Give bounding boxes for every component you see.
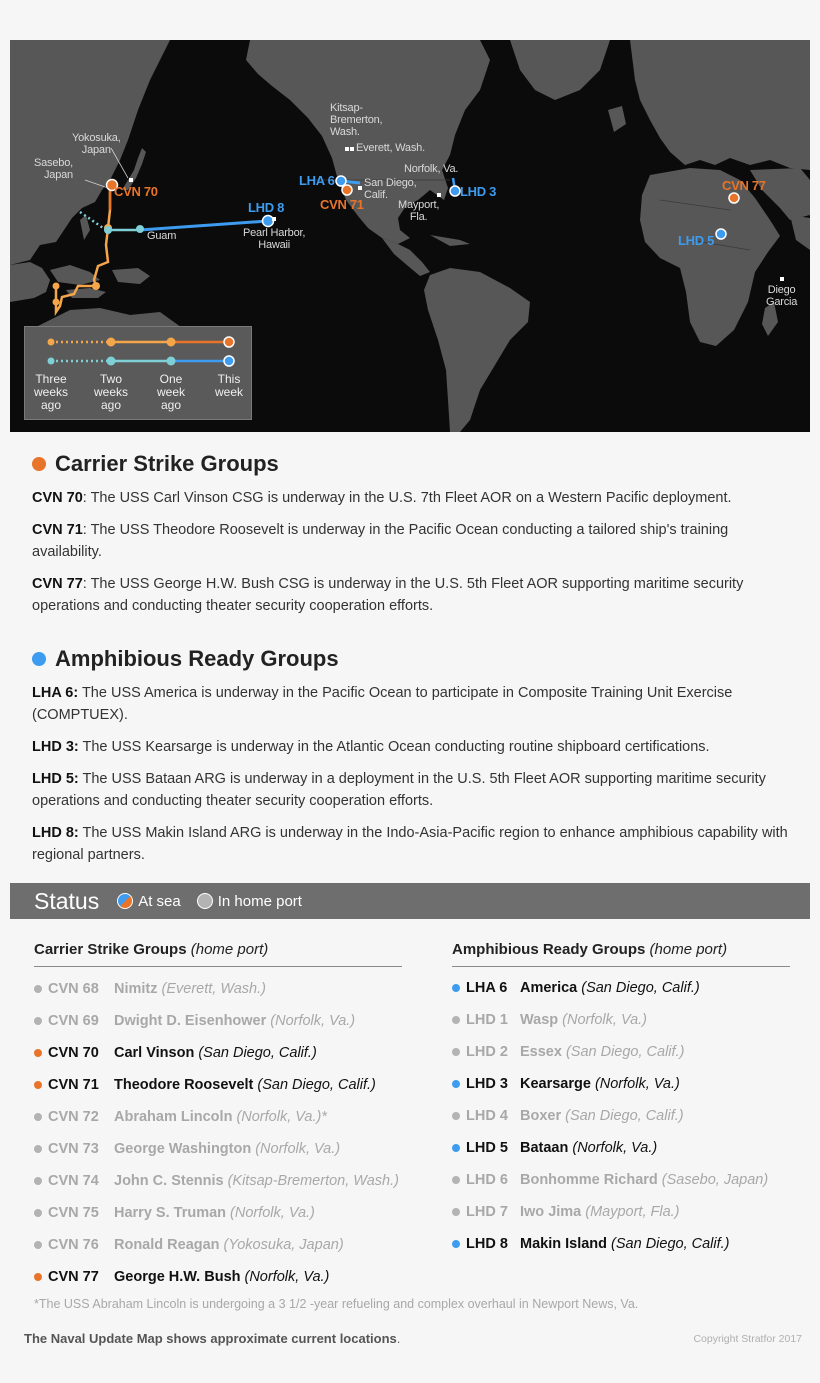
status-dot-icon xyxy=(452,984,460,992)
hull-number: CVN 73 xyxy=(48,1141,99,1157)
at-sea-icon xyxy=(117,893,133,909)
hull-number: LHD 1 xyxy=(466,1012,508,1028)
place-diego-garcia: Diego Garcia xyxy=(766,284,798,308)
hull-number: CVN 75 xyxy=(48,1205,99,1221)
amphib-row xyxy=(452,1075,680,1093)
status-dot-icon xyxy=(34,1049,42,1057)
in-port-icon xyxy=(197,893,213,909)
carrier-column-header: Carrier Strike Groups (home port) xyxy=(34,941,402,967)
blue-dot-icon xyxy=(32,652,46,666)
home-port: (San Diego, Calif.) xyxy=(198,1045,317,1061)
amphib-row xyxy=(452,1139,657,1157)
home-port: (Norfolk, Va.) xyxy=(562,1012,648,1028)
carrier-row xyxy=(34,1108,327,1126)
ship-name: Dwight D. Eisenhower xyxy=(114,1013,267,1029)
hull-number: LHD 5 xyxy=(466,1140,508,1156)
home-port: (Kitsap-Bremerton, Wash.) xyxy=(227,1173,399,1189)
status-bar xyxy=(10,883,810,919)
carrier-row xyxy=(34,1076,376,1094)
home-port: (Norfolk, Va.) xyxy=(594,1076,680,1092)
hull-number: CVN 68 xyxy=(48,981,99,997)
hull-number: LHD 8 xyxy=(466,1236,508,1252)
ship-name: George Washington xyxy=(114,1141,252,1157)
home-port: (San Diego, Calif.) xyxy=(581,980,700,996)
amphib-row xyxy=(452,1203,680,1221)
place-san-diego: San Diego, Calif. xyxy=(364,177,417,201)
home-port: (Everett, Wash.) xyxy=(161,981,266,997)
ship-name: John C. Stennis xyxy=(114,1173,224,1189)
status-title: Status xyxy=(34,887,100,914)
ship-name: Essex xyxy=(520,1044,562,1060)
status-dot-icon xyxy=(34,1209,42,1217)
naval-map xyxy=(10,40,810,432)
hull-number: CVN 71 xyxy=(48,1077,99,1093)
amphib-column-header: Amphibious Ready Groups (home port) xyxy=(452,941,790,967)
home-port: (Norfolk, Va.) xyxy=(572,1140,658,1156)
hull-number: LHD 6 xyxy=(466,1172,508,1188)
hull-number: CVN 76 xyxy=(48,1237,99,1253)
carrier-row xyxy=(34,1268,329,1286)
carrier-row xyxy=(34,1044,317,1062)
ship-name: America xyxy=(520,980,578,996)
label-cvn71: CVN 71 xyxy=(320,197,364,212)
lhd3-description: LHD 3: The USS Kearsarge is underway in the Atlantic Ocean conducting routine shipboard certifications. xyxy=(32,739,710,755)
legend-one-week: One week ago xyxy=(156,372,185,412)
amphib-row xyxy=(452,1043,684,1061)
place-pearl-harbor: Pearl Harbor, Hawaii xyxy=(243,227,306,251)
status-dot-icon xyxy=(34,1241,42,1249)
ship-name: Iwo Jima xyxy=(520,1204,582,1220)
home-port: (San Diego, Calif.) xyxy=(611,1236,730,1252)
lhd8-current-point xyxy=(263,216,274,227)
hull-number: CVN 77 xyxy=(48,1269,99,1285)
ship-name: Theodore Roosevelt xyxy=(114,1077,254,1093)
ship-name: Bonhomme Richard xyxy=(520,1172,658,1188)
lhd5-description: LHD 5: The USS Bataan ARG is underway in a deployment in the U.S. 5th Fleet AOR supporting maritime security operations and conducting theater security cooperation efforts. xyxy=(32,771,766,809)
status-dot-icon xyxy=(34,1273,42,1281)
hull-number: CVN 69 xyxy=(48,1013,99,1029)
amphib-row xyxy=(452,1107,684,1125)
home-port: (Sasebo, Japan) xyxy=(661,1172,769,1188)
lhd8-description: LHD 8: The USS Makin Island ARG is underway in the Indo-Asia-Pacific region to enhance amphibious capability with regional partners. xyxy=(32,825,788,863)
carrier-row xyxy=(34,1236,344,1254)
cvn71-current-point xyxy=(342,185,352,195)
home-port: (Norfolk, Va.) xyxy=(270,1013,356,1029)
lhd3-current-point xyxy=(450,186,460,196)
map-legend xyxy=(24,326,252,420)
status-dot-icon xyxy=(452,1208,460,1216)
ship-name: George H.W. Bush xyxy=(114,1269,241,1285)
carrier-section-heading: Carrier Strike Groups xyxy=(32,451,279,477)
label-lha6: LHA 6 xyxy=(299,173,335,188)
carrier-row xyxy=(34,980,266,998)
ship-name: Abraham Lincoln xyxy=(114,1109,233,1125)
home-port: (Norfolk, Va.) xyxy=(230,1205,315,1221)
home-port: (Norfolk, Va.) xyxy=(244,1269,330,1285)
place-kitsap: Kitsap- Bremerton, Wash. xyxy=(330,102,383,138)
place-yokosuka: Yokosuka, Japan xyxy=(72,132,121,156)
ship-name: Wasp xyxy=(520,1012,559,1028)
hull-number: LHD 4 xyxy=(466,1108,508,1124)
label-lhd5: LHD 5 xyxy=(678,233,715,248)
hull-number: LHA 6 xyxy=(466,980,508,996)
amphib-row xyxy=(452,1235,730,1253)
ship-name: Makin Island xyxy=(520,1236,608,1252)
ship-name: Nimitz xyxy=(114,981,158,997)
amphib-row xyxy=(452,1171,768,1189)
home-port: (San Diego, Calif.) xyxy=(565,1108,684,1124)
label-cvn77: CVN 77 xyxy=(722,178,766,193)
ship-name: Boxer xyxy=(520,1108,562,1124)
amphib-row xyxy=(452,1011,647,1029)
status-dot-icon xyxy=(34,1081,42,1089)
hull-number: CVN 74 xyxy=(48,1173,99,1189)
lha6-description: LHA 6: The USS America is underway in the Pacific Ocean to participate in Composite Training Unit Exercise (COMPTUEX). xyxy=(32,685,733,723)
cvn71-description: CVN 71: The USS Theodore Roosevelt is underway in the Pacific Ocean conducting a tailored ship's training availability. xyxy=(32,522,729,560)
ship-name: Ronald Reagan xyxy=(114,1237,220,1253)
home-port: (San Diego, Calif.) xyxy=(257,1077,376,1093)
orange-dot-icon xyxy=(32,457,46,471)
status-dot-icon xyxy=(452,1112,460,1120)
carrier-row xyxy=(34,1172,399,1190)
hull-number: LHD 3 xyxy=(466,1076,508,1092)
hull-number: LHD 2 xyxy=(466,1044,508,1060)
carrier-row xyxy=(34,1204,315,1222)
label-lhd3: LHD 3 xyxy=(460,184,497,199)
home-port: (San Diego, Calif.) xyxy=(565,1044,685,1060)
status-dot-icon xyxy=(34,985,42,993)
status-dot-icon xyxy=(452,1240,460,1248)
lha6-current-point xyxy=(336,176,346,186)
at-sea-legend: At sea xyxy=(117,893,181,910)
home-port: (Yokosuka, Japan) xyxy=(223,1237,344,1253)
home-port: (Norfolk, Va.)* xyxy=(236,1109,327,1125)
carrier-row xyxy=(34,1140,340,1158)
cvn77-description: CVN 77: The USS George H.W. Bush CSG is underway in the U.S. 5th Fleet AOR supporting maritime security operations and conducting theater security cooperation efforts. xyxy=(32,576,744,614)
place-sasebo: Sasebo, Japan xyxy=(34,157,73,181)
place-everett: Everett, Wash. xyxy=(356,142,425,154)
place-norfolk: Norfolk, Va. xyxy=(404,163,459,175)
ship-name: Kearsarge xyxy=(520,1076,591,1092)
cvn77-current-point xyxy=(729,193,739,203)
ship-name: Bataan xyxy=(520,1140,569,1156)
status-dot-icon xyxy=(452,1016,460,1024)
in-port-legend: In home port xyxy=(197,893,302,910)
lhd5-current-point xyxy=(716,229,726,239)
status-dot-icon xyxy=(452,1048,460,1056)
ship-name: Harry S. Truman xyxy=(114,1205,227,1221)
hull-number: CVN 70 xyxy=(48,1045,99,1061)
ship-name: Carl Vinson xyxy=(114,1045,195,1061)
status-dot-icon xyxy=(34,1017,42,1025)
home-port: (Mayport, Fla.) xyxy=(585,1204,680,1220)
home-port: (Norfolk, Va.) xyxy=(255,1141,341,1157)
status-dot-icon xyxy=(452,1080,460,1088)
place-mayport: Mayport, Fla. xyxy=(398,199,440,223)
legend-three-weeks: Three weeks ago xyxy=(33,372,68,412)
legend-two-weeks: Two weeks ago xyxy=(93,372,128,412)
label-lhd8: LHD 8 xyxy=(248,200,285,215)
amphib-row xyxy=(452,979,700,997)
legend-this-week: This week xyxy=(214,372,243,399)
amphib-section-heading: Amphibious Ready Groups xyxy=(32,646,339,672)
caption: The Naval Update Map shows approximate current locations. xyxy=(24,1331,401,1346)
label-cvn70: CVN 70 xyxy=(114,184,158,199)
status-dot-icon xyxy=(34,1177,42,1185)
hull-number: LHD 7 xyxy=(466,1204,508,1220)
place-guam: Guam xyxy=(147,230,177,242)
footnote: *The USS Abraham Lincoln is undergoing a 3 1/2 -year refueling and complex overhaul in Newport News, Va. xyxy=(34,1297,639,1311)
carrier-row xyxy=(34,1012,355,1030)
status-dot-icon xyxy=(452,1144,460,1152)
hull-number: CVN 72 xyxy=(48,1109,99,1125)
cvn70-description: CVN 70: The USS Carl Vinson CSG is underway in the U.S. 7th Fleet AOR on a Western Pacific deployment. xyxy=(32,490,732,506)
status-dot-icon xyxy=(34,1113,42,1121)
status-dot-icon xyxy=(34,1145,42,1153)
status-dot-icon xyxy=(452,1176,460,1184)
copyright: Copyright Stratfor 2017 xyxy=(693,1333,802,1345)
